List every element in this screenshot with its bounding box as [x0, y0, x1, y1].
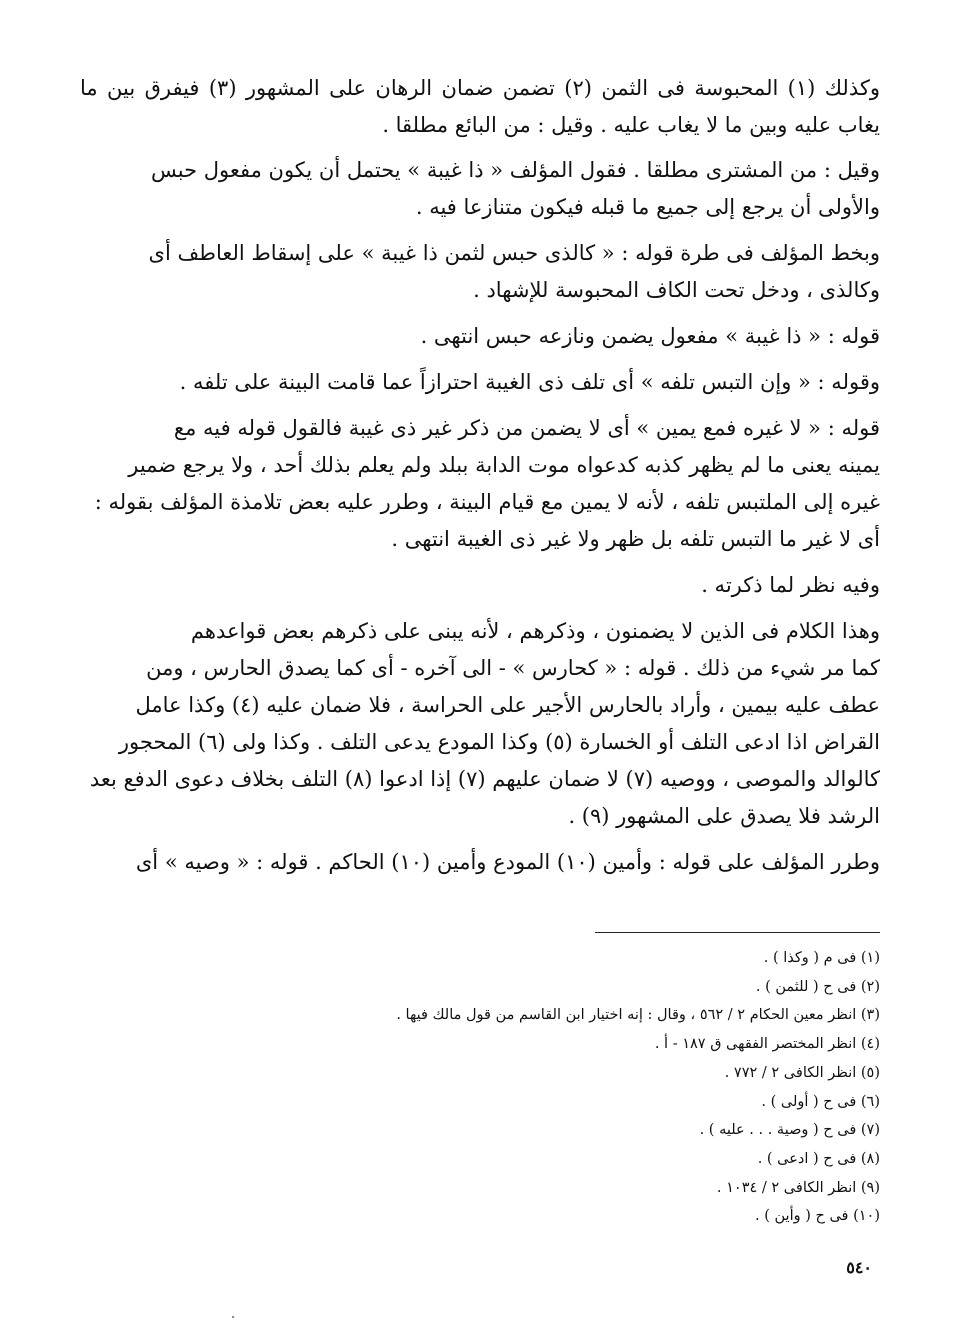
text-line: وكالذى ، ودخل تحت الكاف المحبوسة للإشهاد .	[473, 278, 880, 302]
page-number: ٥٤٠	[846, 1258, 872, 1277]
paragraph	[80, 613, 880, 835]
text-line: غيره إلى الملتبس تلفه ، لأنه لا يمين مع قيام البينة ، وطرر عليه بعض تلامذة المؤلف بقوله :	[94, 490, 880, 514]
text-line: كالوالد والموصى ، ووصيه (٧) لا ضمان عليهم (٧) إذا ادعوا (٨) التلف بخلاف دعوى الدفع بعد	[89, 767, 880, 791]
text-line: يغاب عليه وبين ما لا يغاب عليه . وقيل : من البائع مطلقا .	[382, 113, 880, 137]
text-line: وقوله : « وإن التبس تلفه » أى تلف ذى الغيبة احترازاً عما قامت البينة على تلفه .	[179, 370, 880, 394]
text-line: وطرر المؤلف على قوله : وأمين (١٠) المودع وأمين (١٠) الحاكم . قوله : « وصيه » أى	[135, 850, 880, 874]
text-line: وكذلك (١) المحبوسة فى الثمن (٢) تضمن ضمان الرهان على المشهور (٣) فيفرق بين ما	[80, 76, 880, 100]
footnotes	[180, 944, 880, 1231]
scan-speck	[232, 1316, 234, 1318]
text-line: الرشد فلا يصدق على المشهور (٩) .	[568, 804, 880, 828]
paragraph	[80, 364, 880, 401]
text-line: وبخط المؤلف فى طرة قوله : « كالذى حبس لثمن ذا غيبة » على إسقاط العاطف أى	[148, 241, 880, 265]
text-line: يمينه يعنى ما لم يظهر كذبه كدعواه موت الدابة ببلد ولم يعلم بذلك أحد ، ولا يرجع ضمير	[128, 453, 880, 477]
paragraph	[80, 410, 880, 558]
paragraph	[80, 70, 880, 144]
footnote: (٨) فى ح ( ادعى ) .	[757, 1150, 880, 1167]
footnote: (٣) انظر معين الحكام ٢ / ٥٦٢ ، وقال : إنه اختيار ابن القاسم من قول مالك فيها .	[396, 1007, 880, 1024]
text-line: وقيل : من المشترى مطلقا . فقول المؤلف « ذا غيبة » يحتمل أن يكون مفعول حبس	[150, 158, 880, 182]
footnote: (٦) فى ح ( أولى ) .	[761, 1093, 880, 1110]
text-line: كما مر شيء من ذلك . قوله : « كحارس » - الى آخره - أى كما يصدق الحارس ، ومن	[146, 656, 880, 680]
paragraph	[80, 235, 880, 309]
footnote: (٤) انظر المختصر الفقهى ق ١٨٧ - أ .	[654, 1036, 880, 1053]
text-line: قوله : « ذا غيبة » مفعول يضمن ونازعه حبس انتهى .	[420, 324, 880, 348]
text-line: القراض اذا ادعى التلف أو الخسارة (٥) وكذا المودع يدعى التلف . وكذا ولى (٦) المحجور	[118, 730, 880, 754]
main-text	[80, 70, 880, 890]
footnote: (٥) انظر الكافى ٢ / ٧٧٢ .	[724, 1064, 880, 1081]
footnote: (٢) فى ح ( للثمن ) .	[755, 978, 880, 995]
paragraph	[80, 318, 880, 355]
paragraph	[80, 567, 880, 604]
paragraph	[80, 844, 880, 881]
footnote-divider	[595, 932, 880, 933]
text-line: وهذا الكلام فى الذين لا يضمنون ، وذكرهم ، لأنه يبنى على ذكرهم بعض قواعدهم	[190, 619, 880, 643]
footnote: (١٠) فى ح ( وأين ) .	[755, 1208, 880, 1225]
text-line: والأولى أن يرجع إلى جميع ما قبله فيكون متنازعا فيه .	[415, 195, 880, 219]
text-line: أى لا غير ما التبس تلفه بل ظهر ولا غير ذى الغيبة انتهى .	[391, 527, 880, 551]
text-line: عطف عليه بيمين ، وأراد بالحارس الأجير على الحراسة ، فلا ضمان عليه (٤) وكذا عامل	[135, 693, 880, 717]
text-line: قوله : « لا غيره فمع يمين » أى لا يضمن من ذكر غير ذى غيبة فالقول قوله فيه مع	[173, 416, 880, 440]
footnote: (٩) انظر الكافى ٢ / ١٠٣٤ .	[716, 1179, 880, 1196]
footnote: (١) فى م ( وكذا ) .	[763, 950, 880, 966]
paragraph	[80, 152, 880, 226]
text-line: وفيه نظر لما ذكرته .	[701, 573, 880, 597]
footnote: (٧) فى ح ( وصية . . . عليه ) .	[699, 1122, 880, 1139]
